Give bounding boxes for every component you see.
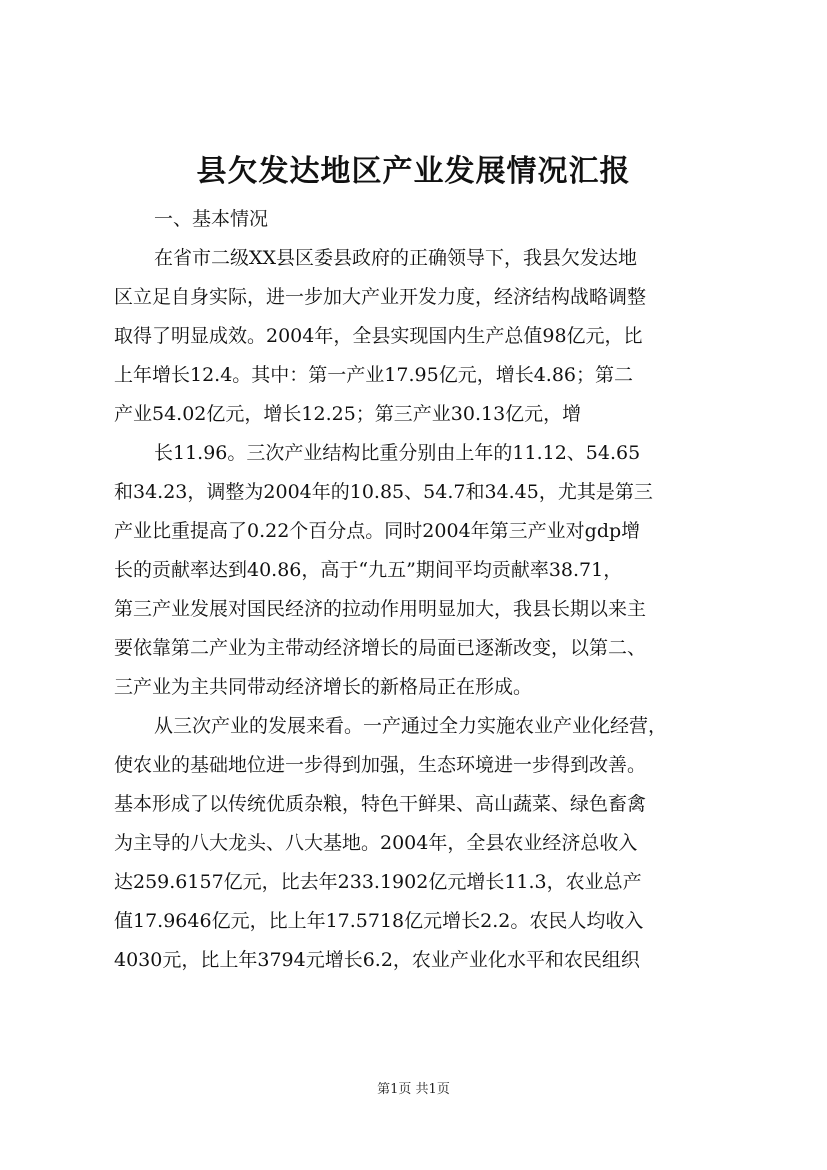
paragraph-line: 长11.96。三次产业结构比重分别由上年的11.12、54.65 bbox=[154, 442, 641, 464]
document-body bbox=[114, 200, 734, 980]
paragraph-line: 产业比重提高了0.22个百分点。同时2004年第三产业对gdp增 bbox=[114, 520, 641, 542]
paragraph-line: 值17.9646亿元，比上年17.5718亿元增长2.2。农民人均收入 bbox=[114, 910, 644, 932]
paragraph-line: 区立足自身实际，进一步加大产业开发力度，经济结构战略调整 bbox=[114, 286, 647, 308]
paragraph-line: 要依靠第二产业为主带动经济增长的局面已逐渐改变，以第二、 bbox=[114, 637, 647, 659]
paragraph-line: 在省市二级XX县区委县政府的正确领导下，我县欠发达地 bbox=[154, 247, 638, 269]
paragraph-line: 使农业的基础地位进一步得到加强，生态环境进一步得到改善。 bbox=[114, 754, 647, 776]
section-heading: 一、基本情况 bbox=[154, 208, 269, 230]
document-title: 县欠发达地区产业发展情况汇报 bbox=[196, 154, 631, 189]
paragraph-line: 达259.6157亿元，比去年233.1902亿元增长11.3，农业总产 bbox=[114, 871, 642, 893]
paragraph-line: 4030元，比上年3794元增长6.2，农业产业化水平和农民组织 bbox=[114, 949, 640, 971]
paragraph-line: 长的贡献率达到40.86，高于“九五”期间平均贡献率38.71， bbox=[114, 559, 623, 581]
paragraph-line: 基本形成了以传统优质杂粮，特色干鲜果、高山蔬菜、绿色畜禽 bbox=[114, 793, 647, 815]
page-footer: 第1页 共1页 bbox=[377, 1082, 450, 1097]
paragraph-line: 产业54.02亿元，增长12.25；第三产业30.13亿元，增 bbox=[114, 403, 582, 425]
paragraph-line: 从三次产业的发展来看。一产通过全力实施农业产业化经营， bbox=[154, 715, 668, 737]
paragraph-line: 取得了明显成效。2004年，全县实现国内生产总值98亿元，比 bbox=[114, 325, 643, 347]
paragraph-line: 第三产业发展对国民经济的拉动作用明显加大，我县长期以来主 bbox=[114, 598, 647, 620]
paragraph-line: 三产业为主共同带动经济增长的新格局正在形成。 bbox=[114, 676, 533, 698]
paragraph-line: 和34.23，调整为2004年的10.85、54.7和34.45，尤其是第三 bbox=[114, 481, 653, 503]
paragraph-line: 上年增长12.4。其中：第一产业17.95亿元，增长4.86；第二 bbox=[114, 364, 634, 386]
paragraph-line: 为主导的八大龙头、八大基地。2004年，全县农业经济总收入 bbox=[114, 832, 638, 854]
